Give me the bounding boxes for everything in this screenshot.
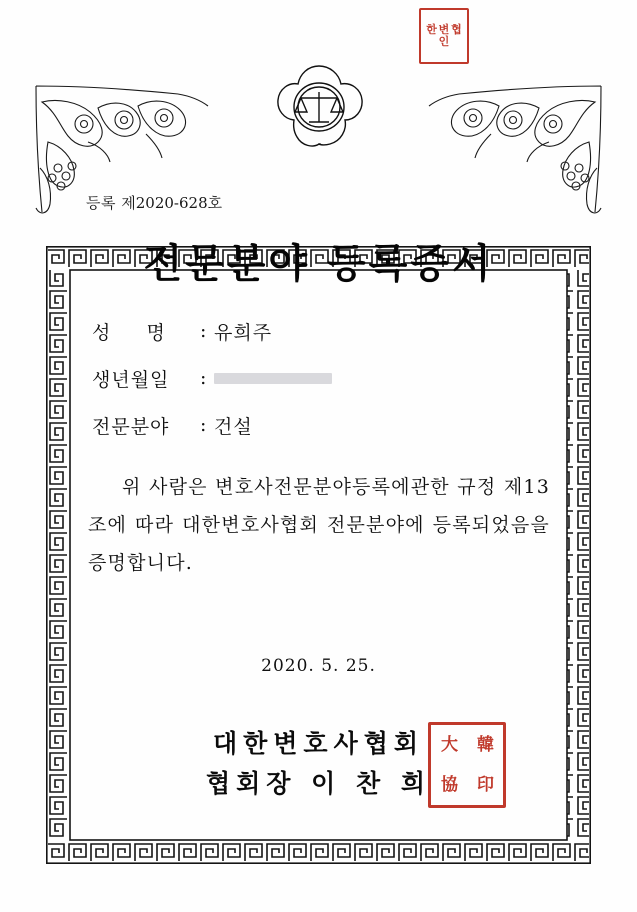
- floral-ornament-right-icon: [419, 72, 609, 222]
- field-label-specialty: 전문분야: [92, 415, 170, 438]
- official-signature-seal: [428, 722, 506, 808]
- top-seal-stamp: [419, 8, 469, 64]
- field-value-name: 유희주: [214, 321, 273, 344]
- issue-date: 2020. 5. 25.: [261, 656, 376, 676]
- field-value-specialty: 건설: [214, 415, 253, 438]
- registration-number-value: 제2020-628호: [121, 194, 223, 212]
- field-row-specialty: [92, 412, 532, 438]
- redacted-birthdate-value: [214, 373, 332, 384]
- seal-glyph-1: 大: [441, 734, 457, 755]
- seal-glyph-3: 協: [441, 774, 457, 795]
- field-colon-specialty: :: [200, 414, 207, 436]
- field-row-birthdate: [92, 365, 532, 391]
- seal-glyph-2: 韓: [477, 734, 493, 755]
- field-label-birthdate: 생년월일: [92, 368, 170, 391]
- issuer-organization: 대한변호사협회: [212, 729, 425, 758]
- top-seal-text: 한 변 협 인: [426, 23, 461, 48]
- field-colon-name: :: [200, 320, 207, 342]
- registration-number: [86, 192, 222, 213]
- issuer-title-and-name: 협회장 이 찬 희: [205, 769, 431, 798]
- page-title: 전문분야 등록증서: [143, 240, 494, 287]
- seal-glyph-4: 印: [477, 774, 493, 795]
- scales-of-justice-emblem-icon: [273, 62, 365, 154]
- field-label-name: 성 명: [92, 321, 166, 344]
- certificate-statement: [88, 468, 550, 582]
- registration-number-label: 등록: [86, 194, 116, 212]
- field-list: [92, 318, 532, 459]
- field-row-name: [92, 318, 532, 344]
- statement-text: 위 사람은 변호사전문분야등록에관한 규정 제13조에 따라 대한변호사협회 전문분야에 등록되었음을 증명합니다.: [88, 476, 550, 574]
- field-colon-birthdate: :: [200, 367, 207, 389]
